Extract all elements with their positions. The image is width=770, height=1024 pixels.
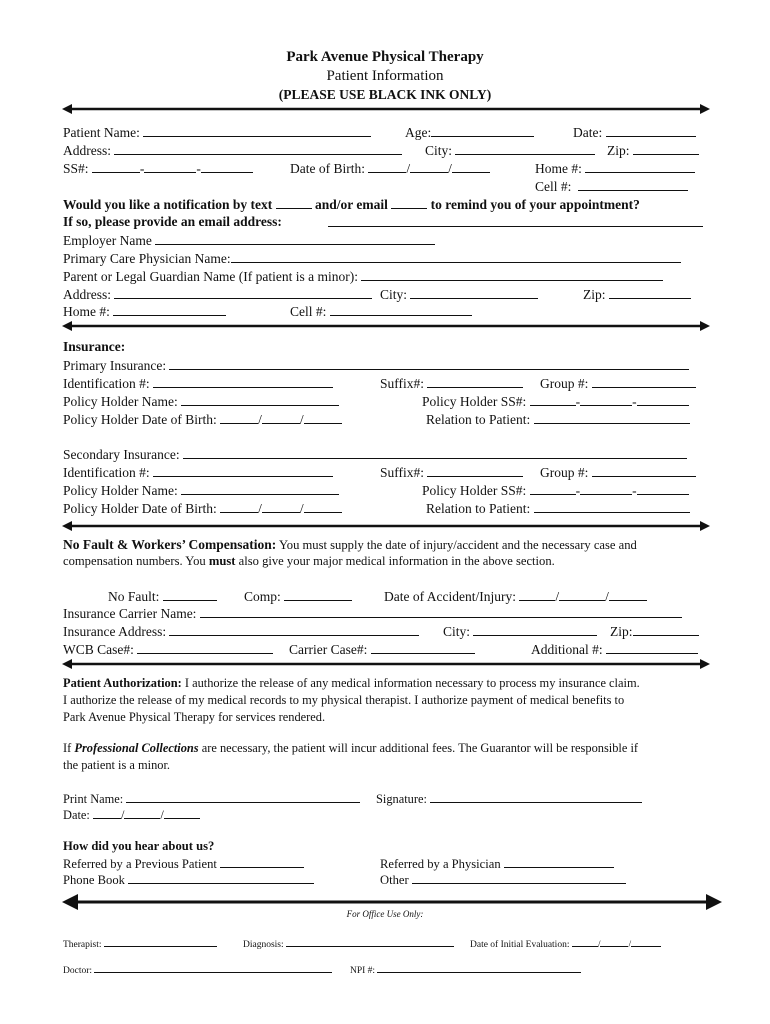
pcp-label: Primary Care Physician Name: bbox=[63, 251, 231, 266]
secondary-holder-dob-field[interactable]: Policy Holder Date of Birth: / / bbox=[63, 500, 342, 517]
doctor-field[interactable] bbox=[63, 963, 332, 977]
insurance-city-field[interactable] bbox=[443, 623, 597, 640]
collections-if: If bbox=[63, 741, 72, 755]
email-opt-in-field[interactable] bbox=[391, 196, 427, 209]
secondary-suffix-field[interactable] bbox=[380, 464, 523, 481]
secondary-id-label: Identification #: bbox=[63, 465, 150, 480]
section-divider bbox=[62, 102, 710, 116]
authorization-text-1: I authorize the release of any medical information necessary to process my insurance claim. bbox=[184, 676, 640, 690]
carrier-case-field[interactable] bbox=[289, 641, 475, 658]
secondary-holder-dob-label: Policy Holder Date of Birth: bbox=[63, 501, 217, 516]
date-field[interactable] bbox=[573, 124, 696, 141]
guardian-label: Parent or Legal Guardian Name (If patient is a minor): bbox=[63, 269, 359, 284]
primary-holder-name-label: Policy Holder Name: bbox=[63, 394, 178, 409]
primary-relation-field[interactable] bbox=[426, 411, 690, 428]
primary-holder-dob-label: Policy Holder Date of Birth: bbox=[63, 412, 217, 427]
home-phone-field[interactable] bbox=[535, 160, 695, 177]
insurance-heading: Insurance: bbox=[63, 339, 126, 354]
diagnosis-field[interactable] bbox=[243, 937, 454, 951]
address-field[interactable] bbox=[63, 142, 402, 159]
zip-label: Zip: bbox=[607, 143, 630, 158]
email-underline bbox=[328, 214, 703, 231]
no-fault-heading: No Fault & Workers’ Compensation: bbox=[63, 537, 277, 552]
additional-field[interactable] bbox=[531, 641, 698, 658]
referral-other-label: Other bbox=[380, 873, 409, 887]
referral-phone-book-label: Phone Book bbox=[63, 873, 125, 887]
print-name-field[interactable] bbox=[63, 790, 360, 807]
org-name: Park Avenue Physical Therapy bbox=[286, 49, 484, 65]
ss-label: SS#: bbox=[63, 161, 89, 176]
primary-holder-ss-label: Policy Holder SS#: bbox=[422, 394, 527, 409]
carrier-case-label: Carrier Case#: bbox=[289, 642, 368, 657]
guardian-city-field[interactable] bbox=[380, 286, 538, 303]
no-fault-text-2c: also give your major medical information in the above section. bbox=[238, 554, 555, 568]
primary-insurance-label: Primary Insurance: bbox=[63, 358, 167, 373]
age-label: Age: bbox=[405, 125, 432, 140]
secondary-group-field[interactable] bbox=[540, 464, 696, 481]
primary-holder-name-field[interactable] bbox=[63, 393, 339, 410]
wcb-case-field[interactable] bbox=[63, 641, 273, 658]
city-field[interactable] bbox=[425, 142, 595, 159]
home-phone-label: Home #: bbox=[535, 161, 582, 176]
primary-relation-label: Relation to Patient: bbox=[426, 412, 531, 427]
initial-eval-label: Date of Initial Evaluation: bbox=[470, 940, 570, 950]
city-label: City: bbox=[425, 143, 453, 158]
no-fault-intro bbox=[63, 537, 637, 553]
section-divider bbox=[62, 519, 710, 533]
print-name-label: Print Name: bbox=[63, 792, 124, 806]
secondary-group-label: Group #: bbox=[540, 465, 589, 480]
guardian-cell-field[interactable] bbox=[290, 303, 472, 320]
no-fault-must: must bbox=[208, 554, 236, 568]
secondary-suffix-label: Suffix#: bbox=[380, 465, 425, 480]
no-fault-text-2a: compensation numbers. You bbox=[63, 554, 206, 568]
no-fault-label: No Fault: bbox=[108, 589, 160, 604]
form-title: Patient Information bbox=[326, 68, 444, 84]
section-divider bbox=[62, 657, 710, 671]
text-opt-in-field[interactable] bbox=[276, 196, 312, 209]
guardian-address-field[interactable] bbox=[63, 286, 372, 303]
signature-date-field[interactable]: Date: / / bbox=[63, 806, 200, 823]
comp-field[interactable] bbox=[244, 588, 352, 605]
accident-date-field[interactable]: Date of Accident/Injury: / / bbox=[384, 588, 647, 605]
office-use-label: For Office Use Only: bbox=[346, 909, 424, 919]
cell-phone-field[interactable] bbox=[535, 178, 688, 195]
insurance-address-label: Insurance Address: bbox=[63, 624, 167, 639]
date-label: Date: bbox=[573, 125, 603, 140]
guardian-address-label: Address: bbox=[63, 287, 111, 302]
accident-date-label: Date of Accident/Injury: bbox=[384, 589, 516, 604]
address-label: Address: bbox=[63, 143, 111, 158]
signature-date-label: Date: bbox=[63, 808, 90, 822]
insurance-city-label: City: bbox=[443, 624, 471, 639]
primary-group-field[interactable] bbox=[540, 375, 696, 392]
primary-holder-dob-field[interactable]: Policy Holder Date of Birth: / / bbox=[63, 411, 342, 428]
no-fault-text-1: You must supply the date of injury/accident and the necessary case and bbox=[278, 538, 637, 552]
guardian-home-field[interactable] bbox=[63, 303, 226, 320]
additional-label: Additional #: bbox=[531, 642, 603, 657]
employer-field[interactable] bbox=[63, 232, 435, 249]
signature-label: Signature: bbox=[376, 792, 427, 806]
primary-suffix-label: Suffix#: bbox=[380, 376, 425, 391]
authorization-heading: Patient Authorization: bbox=[63, 676, 182, 690]
no-fault-field[interactable] bbox=[108, 588, 217, 605]
secondary-holder-ss-field[interactable]: Policy Holder SS#: - - bbox=[422, 482, 689, 499]
ss-field[interactable]: SS#: - - bbox=[63, 160, 253, 177]
dob-label: Date of Birth: bbox=[290, 161, 365, 176]
authorization-text-2: I authorize the release of my medical records to my physical therapist. I authorize payment of medical benefits to bbox=[63, 693, 625, 707]
primary-id-label: Identification #: bbox=[63, 376, 150, 391]
pcp-field[interactable] bbox=[63, 250, 681, 267]
guardian-zip-field[interactable] bbox=[583, 286, 691, 303]
guardian-field[interactable] bbox=[63, 268, 663, 285]
insurance-zip-field[interactable] bbox=[610, 623, 699, 640]
secondary-holder-name-label: Policy Holder Name: bbox=[63, 483, 178, 498]
secondary-relation-label: Relation to Patient: bbox=[426, 501, 531, 516]
carrier-name-field[interactable] bbox=[63, 605, 682, 622]
secondary-relation-field[interactable] bbox=[426, 500, 690, 517]
notify-email-label: and/or email bbox=[315, 197, 388, 212]
secondary-holder-ss-label: Policy Holder SS#: bbox=[422, 483, 527, 498]
notify-reminder-label: to remind you of your appointment? bbox=[430, 197, 640, 212]
referral-physician-label: Referred by a Physician bbox=[380, 857, 501, 871]
employer-label: Employer Name bbox=[63, 233, 152, 248]
patient-name-field[interactable] bbox=[63, 124, 371, 141]
zip-field[interactable] bbox=[607, 142, 699, 159]
npi-label: NPI #: bbox=[350, 966, 376, 976]
cell-phone-label: Cell #: bbox=[535, 179, 572, 194]
primary-insurance-field[interactable] bbox=[63, 357, 689, 374]
patient-name-label: Patient Name: bbox=[63, 125, 140, 140]
insurance-address-field[interactable] bbox=[63, 623, 419, 640]
primary-holder-ss-field[interactable]: Policy Holder SS#: - - bbox=[422, 393, 689, 410]
notify-text-label: Would you like a notification by text bbox=[63, 197, 273, 212]
guardian-zip-label: Zip: bbox=[583, 287, 606, 302]
section-divider bbox=[62, 319, 710, 333]
wcb-case-label: WCB Case#: bbox=[63, 642, 134, 657]
primary-group-label: Group #: bbox=[540, 376, 589, 391]
email-address-field[interactable] bbox=[63, 214, 282, 230]
therapist-field[interactable] bbox=[63, 937, 217, 951]
dob-field[interactable]: Date of Birth: / / bbox=[290, 160, 490, 177]
referral-physician-field[interactable] bbox=[380, 855, 614, 872]
referral-phone-book-field[interactable] bbox=[63, 871, 314, 888]
guardian-city-label: City: bbox=[380, 287, 408, 302]
secondary-id-field[interactable] bbox=[63, 464, 333, 481]
authorization-line-1 bbox=[63, 675, 640, 691]
initial-eval-field[interactable]: Date of Initial Evaluation: / / bbox=[470, 937, 661, 951]
primary-suffix-field[interactable] bbox=[380, 375, 523, 392]
referral-previous-field[interactable] bbox=[63, 855, 304, 872]
signature-field[interactable] bbox=[376, 790, 642, 807]
professional-collections: Professional Collections bbox=[74, 741, 199, 755]
secondary-insurance-label: Secondary Insurance: bbox=[63, 447, 180, 462]
secondary-insurance-field[interactable] bbox=[63, 446, 687, 463]
notification-question bbox=[63, 196, 640, 213]
guardian-cell-label: Cell #: bbox=[290, 304, 327, 319]
authorization-text-3: Park Avenue Physical Therapy for services rendered. bbox=[63, 710, 326, 724]
therapist-label: Therapist: bbox=[63, 940, 102, 950]
age-field[interactable] bbox=[405, 124, 534, 141]
diagnosis-label: Diagnosis: bbox=[243, 940, 284, 950]
collections-line-2: the patient is a minor. bbox=[63, 758, 171, 772]
comp-label: Comp: bbox=[244, 589, 281, 604]
email-address-label: If so, please provide an email address: bbox=[63, 214, 282, 229]
doctor-label: Doctor: bbox=[63, 966, 93, 976]
carrier-name-label: Insurance Carrier Name: bbox=[63, 606, 197, 621]
primary-id-field[interactable] bbox=[63, 375, 333, 392]
npi-field[interactable] bbox=[350, 963, 581, 977]
ink-note: (PLEASE USE BLACK INK ONLY) bbox=[278, 87, 492, 102]
collections-line-1 bbox=[63, 740, 638, 756]
guardian-home-label: Home #: bbox=[63, 304, 110, 319]
referral-other-field[interactable] bbox=[380, 871, 626, 888]
secondary-holder-name-field[interactable] bbox=[63, 482, 339, 499]
insurance-zip-label: Zip: bbox=[610, 624, 633, 639]
referral-heading: How did you hear about us? bbox=[63, 839, 215, 853]
collections-text: are necessary, the patient will incur additional fees. The Guarantor will be responsible if bbox=[201, 741, 639, 755]
no-fault-text-2 bbox=[63, 553, 555, 569]
referral-previous-label: Referred by a Previous Patient bbox=[63, 857, 217, 871]
